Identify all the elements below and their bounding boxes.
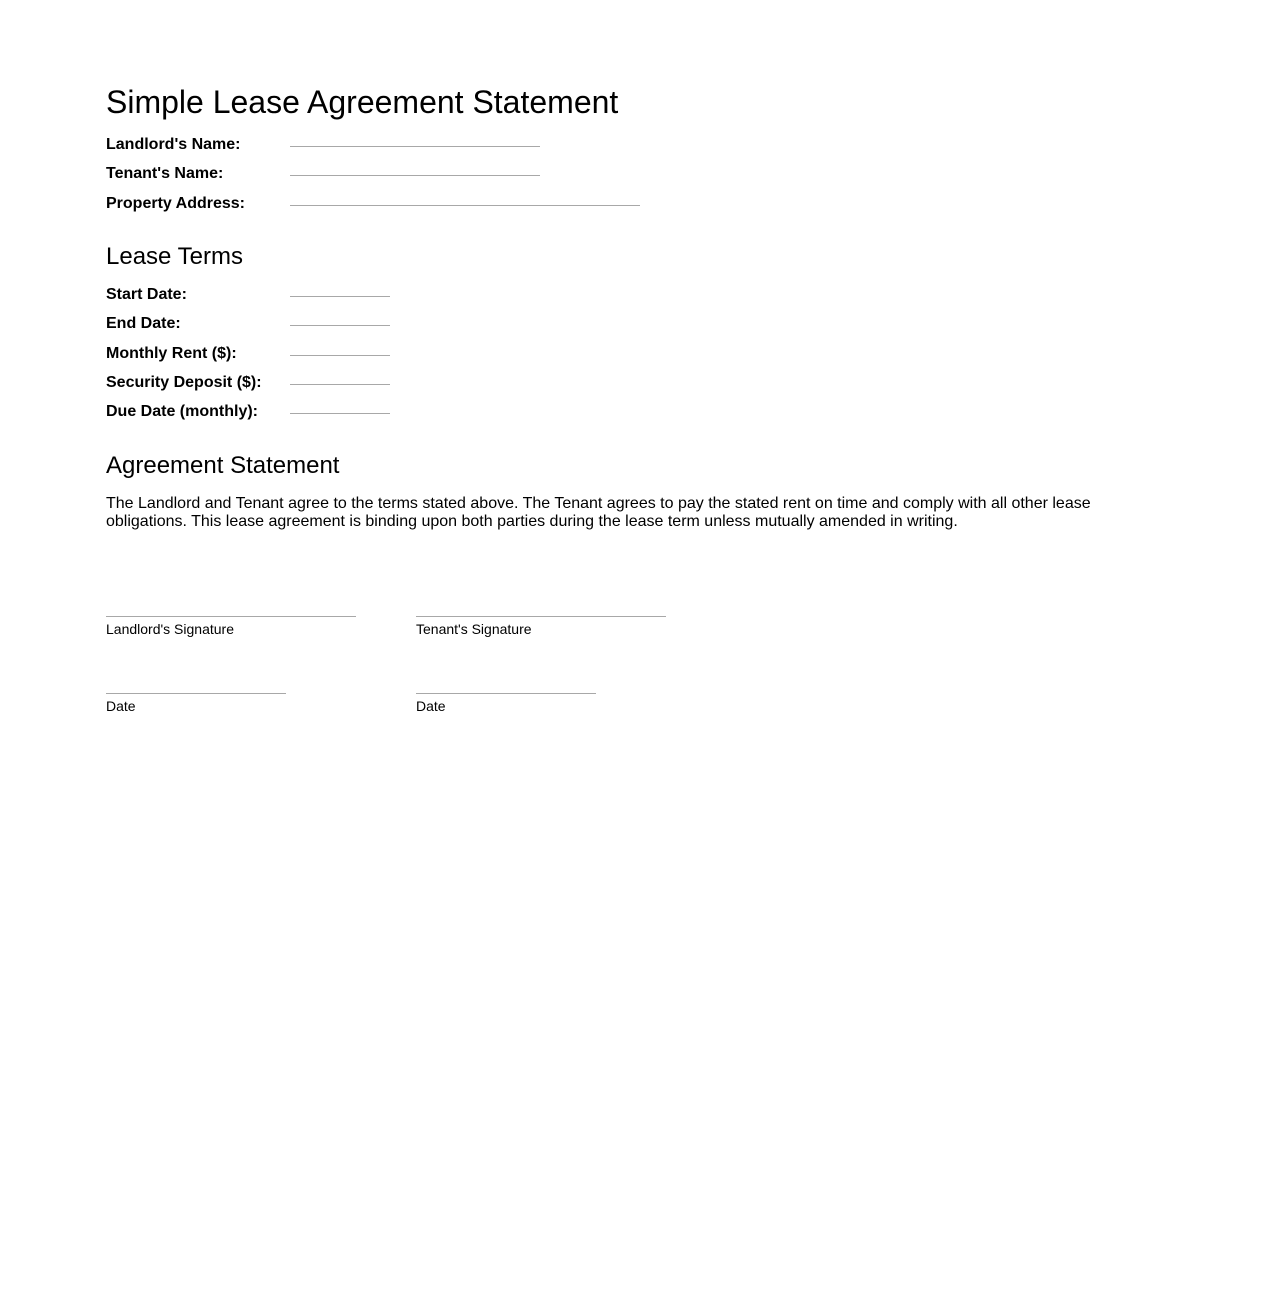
property-address-field[interactable] [290,205,640,206]
start-date-field[interactable] [290,296,390,297]
due-date-label: Due Date (monthly): [106,403,258,420]
landlord-signature-line[interactable] [106,616,356,617]
tenant-name-label: Tenant's Name: [106,165,224,182]
landlord-name-field[interactable] [290,146,540,147]
tenant-date-line[interactable] [416,693,596,694]
tenant-signature-caption: Tenant's Signature [416,621,532,637]
landlord-name-label: Landlord's Name: [106,136,241,153]
property-address-row [106,194,706,218]
landlord-signature-caption: Landlord's Signature [106,621,234,637]
security-deposit-row [106,373,706,397]
property-address-label: Property Address: [106,195,245,212]
tenant-name-row [106,164,706,188]
due-date-field[interactable] [290,413,390,414]
start-date-label: Start Date: [106,286,187,303]
document-title: Simple Lease Agreement Statement [106,84,619,120]
start-date-row [106,285,706,309]
landlord-signature-block [106,616,356,637]
tenant-date-block [416,693,596,714]
landlord-name-row [106,135,706,159]
landlord-date-block [106,693,286,714]
tenant-signature-block [416,616,666,637]
lease-terms-heading: Lease Terms [106,243,243,270]
security-deposit-label: Security Deposit ($): [106,374,262,391]
tenant-signature-line[interactable] [416,616,666,617]
agreement-heading: Agreement Statement [106,452,340,479]
landlord-date-line[interactable] [106,693,286,694]
end-date-label: End Date: [106,315,181,332]
monthly-rent-label: Monthly Rent ($): [106,345,237,362]
tenant-date-caption: Date [416,698,446,714]
end-date-field[interactable] [290,325,390,326]
end-date-row [106,314,706,338]
landlord-date-caption: Date [106,698,136,714]
monthly-rent-row [106,344,706,368]
due-date-row [106,402,706,426]
agreement-text: The Landlord and Tenant agree to the terms stated above. The Tenant agrees to pay the stated rent on time and comply with all other lease obligations. This lease agreement is binding upon both parties during the lease term unless mutually amended in writing. [106,495,1091,530]
tenant-name-field[interactable] [290,175,540,176]
monthly-rent-field[interactable] [290,355,390,356]
security-deposit-field[interactable] [290,384,390,385]
